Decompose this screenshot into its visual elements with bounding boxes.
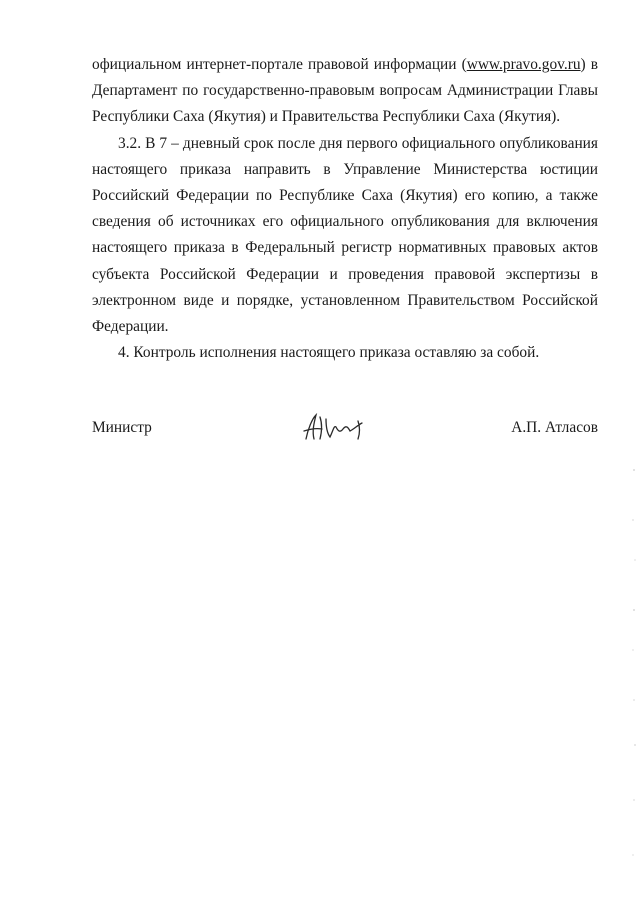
paragraph-4: 4. Контроль исполнения настоящего приказа оставляю за собой. (118, 344, 540, 362)
pravo-link[interactable]: www.pravo.gov.ru (466, 56, 581, 73)
document-body (92, 52, 598, 366)
paragraph-publication-end: ) в Департамент по государственно-правовым вопросам Администрации Главы Республики Саха (Якутия) и Правительства Республики Саха (Якутия). (92, 56, 598, 126)
paragraph-publication-start: официальном интернет-портале правовой информации ( (92, 56, 467, 73)
signatory-title: Министр (92, 419, 152, 436)
signatory-name: А.П. Атласов (511, 419, 598, 436)
signature-block (92, 419, 598, 459)
paragraph-3-2: 3.2. В 7 – дневный срок после дня первого официального опубликования настоящего приказа направить в Управление Министерства юстиции Российский Федерации по Республике Саха (Якутия) его копию, а также сведения об источниках его официального опубликования для включения настоящего приказа в Федеральный регистр нормативных правовых актов субъекта Российской Федерации и проведения правовой экспертизы в электронном виде и порядке, установленном Правительством Российской Федерации. (92, 134, 598, 336)
handwritten-signature (300, 409, 380, 445)
paragraph-publication (92, 52, 598, 131)
scan-noise (628, 0, 640, 905)
